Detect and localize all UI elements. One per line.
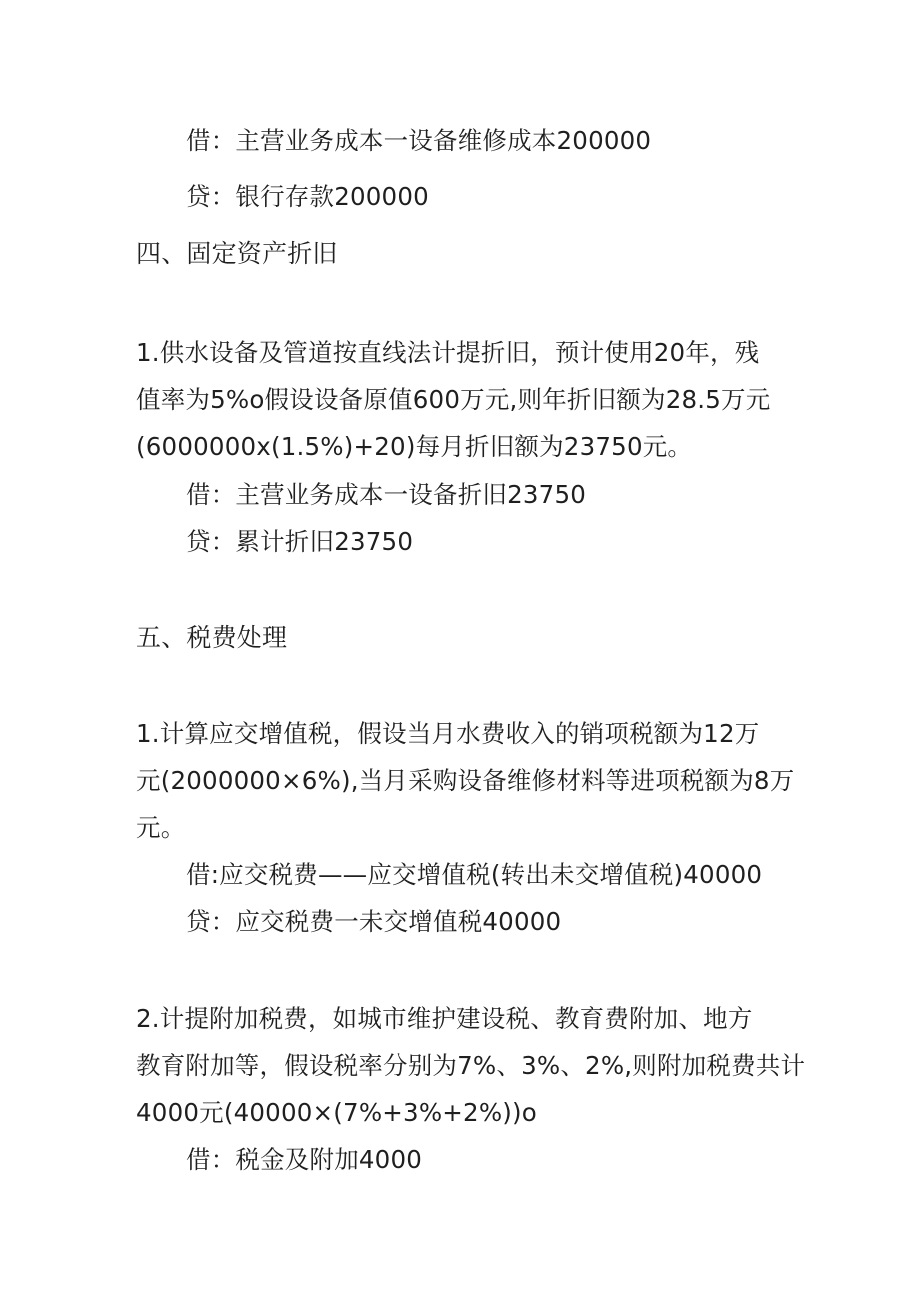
journal-entry-credit: 贷：累计折旧23750: [186, 527, 414, 556]
journal-entry-debit: 借：主营业务成本一设备维修成本200000: [186, 126, 652, 155]
paragraph-line: 元。: [136, 813, 186, 842]
paragraph-line: 教育附加等，假设税率分别为7%、3%、2%,则附加税费共计: [136, 1051, 806, 1080]
paragraph-line: 4000元(40000×(7%+3%+2%))o: [136, 1098, 537, 1127]
section-heading-depreciation: 四、固定资产折旧: [136, 239, 338, 268]
journal-entry-debit: 借：主营业务成本一设备折旧23750: [186, 480, 587, 509]
paragraph-line: 2.计提附加税费，如城市维护建设税、教育费附加、地方: [136, 1004, 753, 1033]
section-heading-taxes: 五、税费处理: [136, 623, 288, 652]
journal-entry-debit: 借:应交税费——应交增值税(转出未交增值税)40000: [186, 860, 763, 889]
paragraph-line: 1.计算应交增值税，假设当月水费收入的销项税额为12万: [136, 719, 760, 748]
paragraph-line: 1.供水设备及管道按直线法计提折旧，预计使用20年，残: [136, 338, 760, 367]
paragraph-line: (6000000x(1.5%)+20)每月折旧额为23750元。: [136, 432, 693, 461]
paragraph-line: 元(2000000×6%),当月采购设备维修材料等进项税额为8万: [136, 766, 795, 795]
journal-entry-debit: 借：税金及附加4000: [186, 1145, 423, 1174]
journal-entry-credit: 贷：银行存款200000: [186, 182, 429, 211]
journal-entry-credit: 贷：应交税费一未交增值税40000: [186, 907, 562, 936]
paragraph-line: 值率为5%o假设设备原值600万元,则年折旧额为28.5万元: [136, 385, 771, 414]
